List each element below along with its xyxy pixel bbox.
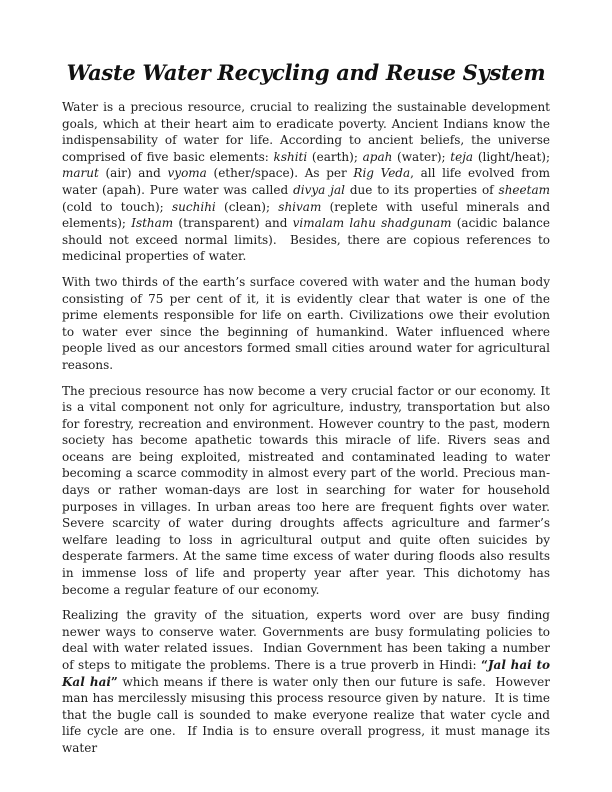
text-run: which means if there is water only then our future is safe. However man has mercilessly misusing this process resource given by nature. It is time that the bugle call is sounded to make everyone realize that water cycle and life cycle are one. If India is to ensure overall progress, it must manage its water [62,674,550,755]
text-run: kshiti [273,149,308,164]
text-run: suchihi [172,199,216,214]
paragraph [62,383,550,599]
text-run: ” [110,674,118,689]
text-run: “ [480,658,488,672]
paragraph [62,607,550,756]
text-run: Istham [131,216,174,231]
text-run: teja [450,149,474,164]
text-run: marut [62,166,99,181]
text-run: (replete with useful minerals and elements); [62,199,550,231]
text-run: (clean); [215,199,279,214]
paragraph [62,274,550,374]
text-run: vyoma [167,166,207,181]
text-run: Realizing the gravity of the situation, experts word over are busy finding newer ways to conserve water. Governments are busy formulating policies to deal with water related issues. Indian Government has been taking a number of steps to mitigate the problems. There is a true proverb in Hindi: [62,608,550,672]
text-run: (light/heat); [473,149,550,164]
text-run: (transparent) and [173,216,293,231]
text-run: sheetam [498,182,550,197]
text-run: shivam [278,199,322,214]
text-run: (air) and [98,166,168,181]
text-run: Rig Veda [353,166,411,181]
text-run: apah [362,149,393,164]
text-run: (acidic balance should not exceed normal limits). Besides, there are copious references to medicinal properties of water. [62,216,550,264]
text-run: due to its properties of [344,182,499,197]
text-run: (water); [392,149,451,164]
document-body [62,99,550,757]
text-run: , all life evolved from water (apah). Pure water was called [62,166,550,197]
document-title: Waste Water Recycling and Reuse System [66,60,546,85]
paragraph [62,99,550,265]
text-run: Jal hai to Kal hai [62,658,551,689]
text-run: (cold to touch); [62,199,173,214]
text-run: vimalam lahu shadgunam [292,216,452,231]
text-run: With two thirds of the earth’s surface covered with water and the human body consisting of 75 per cent of it, it is evidently clear that water is one of the prime elements responsible for life on earth. Civilizations owe their evolution to water ever since the beginning of humankind. Water influenced where people lived as our ancestors formed small cities around water for agricultural reasons. [62,274,550,372]
text-run: The precious resource has now become a very crucial factor or our economy. It is a vital component not only for agriculture, industry, transportation but also for forestry, recreation and environment. However country to the past, modern society has become apathetic towards this miracle of life. Rivers seas and oceans are being exploited, mistreated and contaminated leading to water becoming a scarce commodity in almost every part of the world. Precious man-days or rather woman-days are lost in searching for water for household purposes in villages. In urban areas too here are frequent fights over water. Severe scarcity of water during droughts affects agriculture and farmer’s welfare leading to loss in agricultural output and quite often suicides by desperate farmers. At the same time excess of water during floods also results in immense loss of life and property year after year. This dichotomy has become a regular feature of our economy. [62,383,550,597]
text-run: (earth); [307,149,363,164]
text-run: (ether/space). As per [206,166,354,181]
text-run: divya jal [293,182,345,197]
text-run: Water is a precious resource, crucial to realizing the sustainable development goals, which at their heart aim to eradicate poverty. Ancient Indians know the indispensability of water for life. According to ancient beliefs, the universe comprised of five basic elements: [62,100,550,164]
